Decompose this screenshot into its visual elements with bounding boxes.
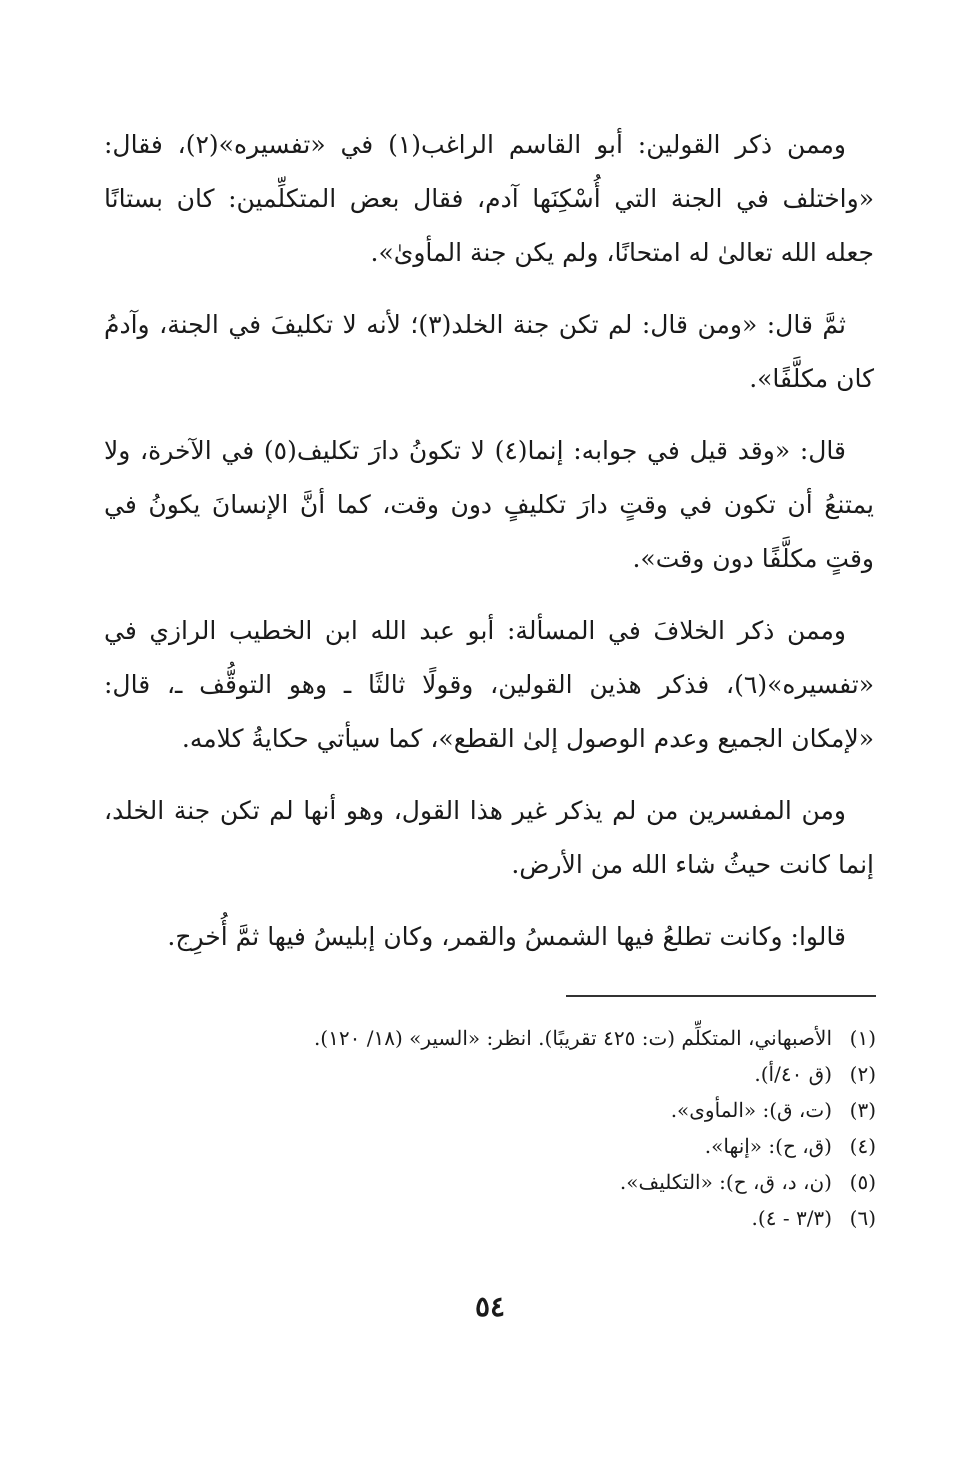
footnote-2 bbox=[106, 1056, 876, 1092]
footnote-text: الأصبهاني، المتكلِّم (ت: ٤٢٥ تقريبًا). انظر: «السير» (١٨/ ١٢٠). bbox=[313, 1026, 832, 1050]
footnote-text: (ن، د، ق، ح): «التكليف». bbox=[619, 1170, 832, 1194]
paragraph-4: وممن ذكر الخلافَ في المسألة: أبو عبد الله ابن الخطيب الرازي في «تفسيره»(٦)، فذكر هذين القولين، وقولًا ثالثًا ـ وهو التوقُّف ـ، قال: «لإمكان الجميع وعدم الوصول إلىٰ القطع»، كما سيأتي حكايةُ كلامه. bbox=[104, 616, 874, 753]
page-number: ٥٤ bbox=[474, 1290, 506, 1323]
footnote-number: (٢) bbox=[849, 1062, 876, 1086]
page-body bbox=[104, 118, 874, 982]
main-text bbox=[104, 118, 874, 964]
footnote-1 bbox=[106, 1020, 876, 1056]
footnote-text: (ت، ق): «المأوى». bbox=[670, 1098, 832, 1122]
footnote-number: (٤) bbox=[849, 1134, 876, 1158]
footnote-4 bbox=[106, 1128, 876, 1164]
footnote-5 bbox=[106, 1164, 876, 1200]
paragraph-6: قالوا: وكانت تطلعُ فيها الشمسُ والقمر، وكان إبليسُ فيها ثمَّ أُخرِج. bbox=[167, 922, 846, 951]
footnote-6 bbox=[106, 1200, 876, 1236]
paragraph-5: ومن المفسرين من لم يذكر غير هذا القول، وهو أنها لم تكن جنة الخلد، إنما كانت حيثُ شاء الله من الأرض. bbox=[104, 796, 874, 879]
footnote-text: (ق، ح): «إنها». bbox=[704, 1134, 832, 1158]
footnote-separator bbox=[566, 995, 876, 997]
footnote-number: (٥) bbox=[849, 1170, 876, 1194]
footnote-text: (ق ٤٠/أ). bbox=[754, 1062, 832, 1086]
footnote-number: (٦) bbox=[849, 1206, 876, 1230]
footnotes bbox=[106, 1020, 876, 1236]
paragraph-1: وممن ذكر القولين: أبو القاسم الراغب(١) في «تفسيره»(٢)، فقال: «واختلف في الجنة التي أُسْكِنَها آدم، فقال بعض المتكلِّمين: كان بستانًا جعله الله تعالىٰ له امتحانًا، ولم يكن جنة المأوىٰ». bbox=[104, 130, 874, 267]
footnote-text: (٣/٣ - ٤). bbox=[751, 1206, 832, 1230]
footnote-number: (١) bbox=[849, 1026, 876, 1050]
paragraph-2: ثمَّ قال: «ومن قال: لم تكن جنة الخلد(٣)؛ لأنه لا تكليفَ في الجنة، وآدمُ كان مكلَّفًا». bbox=[104, 310, 874, 393]
footnote-number: (٣) bbox=[849, 1098, 876, 1122]
paragraph-3: قال: «وقد قيل في جوابه: إنما(٤) لا تكونُ دارَ تكليف(٥) في الآخرة، ولا يمتنعُ أن تكون في وقتٍ دارَ تكليفٍ دون وقت، كما أنَّ الإنسانَ يكونُ في وقتٍ مكلَّفًا دون وقت». bbox=[104, 436, 874, 573]
footnote-3 bbox=[106, 1092, 876, 1128]
